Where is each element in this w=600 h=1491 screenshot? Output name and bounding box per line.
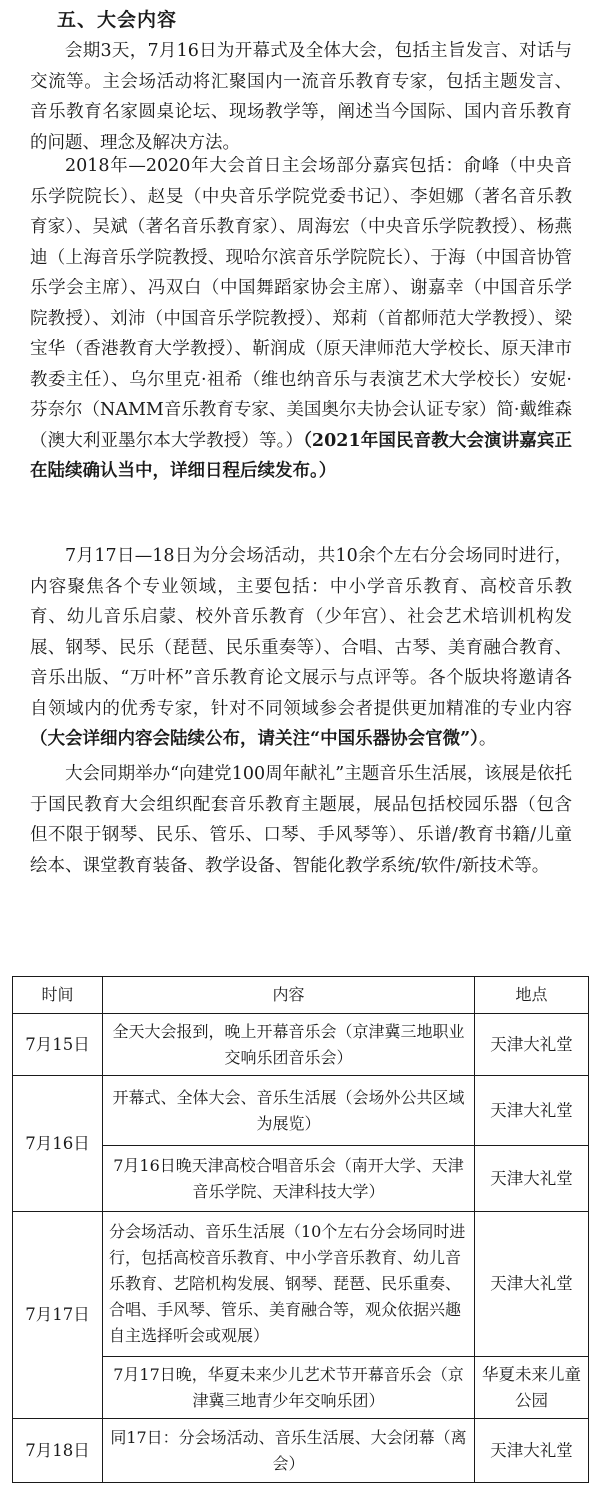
paragraph-guest-list — [30, 151, 572, 487]
row-content: 开幕式、全体大会、音乐生活展（会场外公共区域为展览） — [103, 1076, 475, 1146]
schedule-header-row — [13, 977, 589, 1014]
guest-list-note: （2021年国民音教大会演讲嘉宾正在陆续确认当中，详细日程后续发布。） — [30, 430, 572, 481]
row-place: 天津大礼堂 — [475, 1076, 589, 1146]
header-place: 地点 — [475, 977, 589, 1014]
row-content: 同17日：分会场活动、音乐生活展、大会闭幕（离会） — [103, 1419, 475, 1483]
table-row — [13, 1014, 589, 1076]
row-time: 7月16日 — [13, 1076, 103, 1212]
row-content: 7月16日晚天津高校合唱音乐会（南开大学、天津音乐学院、天津科技大学） — [103, 1146, 475, 1212]
row-place: 天津大礼堂 — [475, 1419, 589, 1483]
section-heading: 五、大会内容 — [57, 9, 178, 31]
breakout-sessions-text: 7月17日—18日为分会场活动，共10余个左右分会场同时进行，内容聚焦各个专业领域，主要包括：中小学音乐教育、高校音乐教育、幼儿音乐启蒙、校外音乐教育（少年宫）、社会艺术培训机构发展、钢琴、民乐（琵琶、民乐重奏等）、合唱、古琴、美育融合教育、音乐出版、“万叶杯”音乐教育论文展示与点评等。各个版块将邀请各自领域内的优秀专家，针对不同领域参会者提供更加精准的专业内容 — [30, 546, 572, 719]
row-time: 7月17日 — [13, 1212, 103, 1419]
breakout-sessions-note: （大会详细内容会陆续公布，请关注“中国乐器协会官微”） — [30, 729, 479, 749]
table-row — [13, 1212, 589, 1357]
row-place: 华夏未来儿童公园 — [475, 1357, 589, 1419]
row-time: 7月18日 — [13, 1419, 103, 1483]
header-time: 时间 — [13, 977, 103, 1014]
row-place: 天津大礼堂 — [475, 1146, 589, 1212]
row-content: 分会场活动、音乐生活展（10个左右分会场同时进行，包括高校音乐教育、中小学音乐教育、幼儿音乐教育、艺陪机构发展、钢琴、琵琶、民乐重奏、合唱、手风琴、管乐、美育融合等，观众依据兴趣自主选择听会或观展） — [103, 1212, 475, 1357]
paragraph-breakout-sessions — [30, 541, 572, 755]
header-content: 内容 — [103, 977, 475, 1014]
row-place: 天津大礼堂 — [475, 1014, 589, 1076]
table-row — [13, 1419, 589, 1483]
guest-list-text: 2018年—2020年大会首日主会场部分嘉宾包括：俞峰（中央音乐学院院长）、赵旻（中央音乐学院党委书记）、李妲娜（著名音乐教育家）、吴斌（著名音乐教育家）、周海宏（中央音乐学院教授）、杨燕迪（上海音乐学院教授、现哈尔滨音乐学院院长）、于海（中国音协管乐学会主席）、冯双白（中国舞蹈家协会主席）、谢嘉幸（中国音乐学院教授）、刘沛（中国音乐学院教授）、郑莉（首都师范大学教授）、梁宝华（香港教育大学教授）、靳润成（原天津师范大学校长、原天津市教委主任）、乌尔里克·祖希（维也纳音乐与表演艺术大学校长）安妮·芬奈尔（NAMM音乐教育专家、美国奥尔夫协会认证专家）简·戴维森（澳大利亚墨尔本大学教授）等。） — [30, 156, 572, 451]
row-place: 天津大礼堂 — [475, 1212, 589, 1357]
row-content: 全天大会报到，晚上开幕音乐会（京津冀三地职业交响乐团音乐会） — [103, 1014, 475, 1076]
row-time: 7月15日 — [13, 1014, 103, 1076]
paragraph-exhibition: 大会同期举办“向建党100周年献礼”主题音乐生活展，该展是依托于国民教育大会组织配套音乐教育主题展，展品包括校园乐器（包含但不限于钢琴、民乐、管乐、口琴、手风琴等）、乐谱/教育书籍/儿童绘本、课堂教育装备、教学设备、智能化教学系统/软件/新技术等。 — [30, 764, 572, 876]
breakout-sessions-end: 。 — [478, 729, 497, 749]
table-row — [13, 1076, 589, 1146]
schedule-table — [12, 976, 589, 1483]
paragraph-conference-overview: 会期3天，7月16日为开幕式及全体大会，包括主旨发言、对话与交流等。主会场活动将汇聚国内一流音乐教育专家，包括主题发言、音乐教育名家圆桌论坛、现场教学等，阐述当今国际、国内音乐教育的问题、理念及解决方法。 — [30, 41, 572, 153]
row-content: 7月17日晚，华夏未来少儿艺术节开幕音乐会（京津冀三地青少年交响乐团） — [103, 1357, 475, 1419]
